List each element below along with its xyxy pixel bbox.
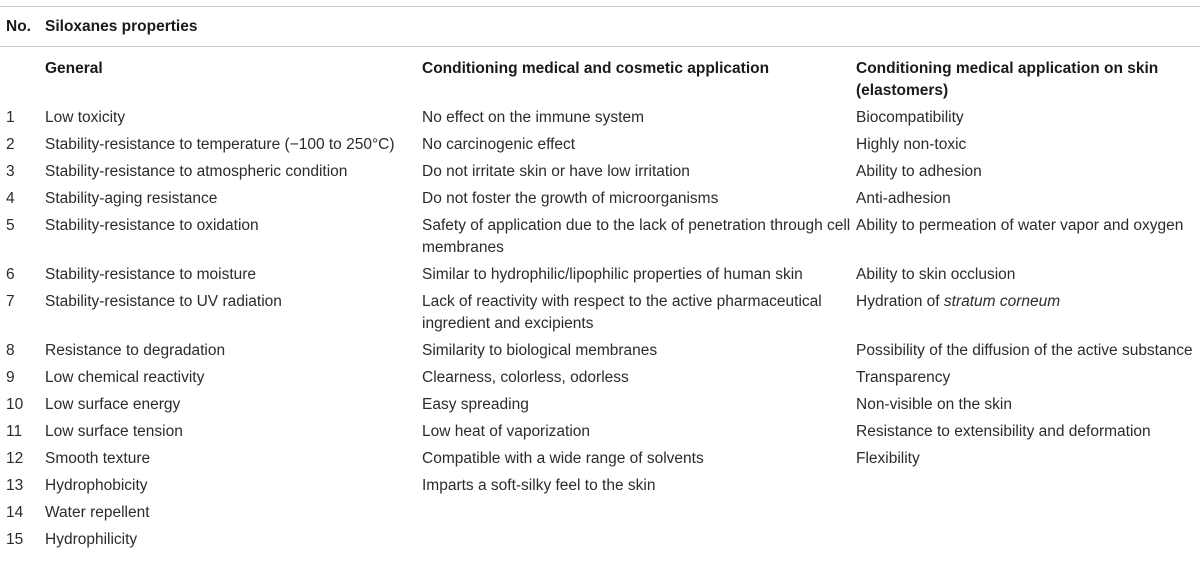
column-header-skin: Conditioning medical application on skin (elastomers) (856, 60, 1159, 99)
skin-cell: Ability to adhesion (856, 163, 982, 180)
skin-cell: Biocompatibility (856, 109, 964, 126)
table-row (0, 215, 1200, 264)
cosmetic-cell (422, 502, 856, 529)
row-number: 5 (6, 217, 15, 234)
table-row (0, 367, 1200, 394)
row-number: 7 (6, 293, 15, 310)
general-cell: Resistance to degradation (45, 342, 226, 359)
table-row (0, 188, 1200, 215)
row-number: 11 (6, 423, 23, 440)
row-number: 1 (6, 109, 15, 126)
general-cell: Stability-resistance to oxidation (45, 217, 259, 234)
skin-cell: Resistance to extensibility and deformation (856, 423, 1151, 440)
table-row (0, 161, 1200, 188)
skin-cell-prefix: Hydration of (856, 293, 944, 310)
column-header-cosmetic: Conditioning medical and cosmetic application (422, 60, 770, 77)
column-header-general: General (45, 60, 103, 77)
column-header-empty (0, 47, 45, 108)
skin-cell: Anti-adhesion (856, 190, 951, 207)
general-cell: Low surface tension (45, 423, 183, 440)
table-header-row (0, 7, 1200, 47)
table-row (0, 448, 1200, 475)
general-cell: Water repellent (45, 504, 150, 521)
skin-cell: Possibility of the diffusion of the active substance (856, 342, 1193, 359)
table-row (0, 421, 1200, 448)
skin-cell-italic: stratum corneum (943, 293, 1061, 310)
cosmetic-cell: Imparts a soft-silky feel to the skin (422, 477, 656, 494)
general-cell: Low toxicity (45, 109, 126, 126)
cosmetic-cell: Easy spreading (422, 396, 529, 413)
cosmetic-cell (422, 529, 856, 556)
general-cell: Stability-resistance to UV radiation (45, 293, 282, 310)
general-cell: Stability-resistance to temperature (−100 to 250°C) (45, 136, 395, 153)
column-header-row (0, 47, 1200, 108)
general-cell: Low chemical reactivity (45, 369, 205, 386)
table-row (0, 475, 1200, 502)
cosmetic-cell: No carcinogenic effect (422, 136, 576, 153)
row-number: 12 (6, 450, 24, 467)
cosmetic-cell: Lack of reactivity with respect to the active pharmaceutical ingredient and excipients (422, 293, 822, 332)
general-cell: Stability-resistance to moisture (45, 266, 257, 283)
cosmetic-cell: Compatible with a wide range of solvents (422, 450, 704, 467)
skin-cell: Ability to skin occlusion (856, 266, 1016, 283)
row-number: 2 (6, 136, 15, 153)
general-cell: Hydrophobicity (45, 477, 148, 494)
skin-cell (856, 529, 1200, 556)
skin-cell: Highly non-toxic (856, 136, 967, 153)
general-cell: Smooth texture (45, 450, 151, 467)
table-row (0, 264, 1200, 291)
table-row (0, 340, 1200, 367)
cosmetic-cell: Do not foster the growth of microorganisms (422, 190, 719, 207)
row-number: 9 (6, 369, 15, 386)
skin-cell (856, 291, 1200, 340)
cosmetic-cell: Similar to hydrophilic/lipophilic properties of human skin (422, 266, 803, 283)
cosmetic-cell: Safety of application due to the lack of penetration through cell membranes (422, 217, 851, 256)
row-number: 6 (6, 266, 15, 283)
row-number: 4 (6, 190, 15, 207)
skin-cell: Non-visible on the skin (856, 396, 1012, 413)
general-cell: Low surface energy (45, 396, 181, 413)
table-row (0, 502, 1200, 529)
row-number: 8 (6, 342, 15, 359)
table-row (0, 107, 1200, 134)
table-row (0, 529, 1200, 556)
row-number: 10 (6, 396, 24, 413)
skin-cell: Flexibility (856, 450, 920, 467)
skin-cell: Transparency (856, 369, 951, 386)
cosmetic-cell: Do not irritate skin or have low irritation (422, 163, 690, 180)
header-title: Siloxanes properties (45, 7, 1200, 47)
cosmetic-cell: No effect on the immune system (422, 109, 644, 126)
skin-cell (856, 475, 1200, 502)
table-row (0, 134, 1200, 161)
row-number: 14 (6, 504, 24, 521)
siloxanes-table (0, 6, 1200, 556)
cosmetic-cell: Clearness, colorless, odorless (422, 369, 629, 386)
table-row (0, 291, 1200, 340)
header-no: No. (0, 7, 45, 47)
general-cell: Hydrophilicity (45, 531, 138, 548)
cosmetic-cell: Low heat of vaporization (422, 423, 591, 440)
cosmetic-cell: Similarity to biological membranes (422, 342, 658, 359)
row-number: 13 (6, 477, 24, 494)
table-row (0, 394, 1200, 421)
row-number: 15 (6, 531, 24, 548)
general-cell: Stability-aging resistance (45, 190, 218, 207)
skin-cell: Ability to permeation of water vapor and oxygen (856, 217, 1184, 234)
row-number: 3 (6, 163, 15, 180)
general-cell: Stability-resistance to atmospheric condition (45, 163, 348, 180)
skin-cell (856, 502, 1200, 529)
